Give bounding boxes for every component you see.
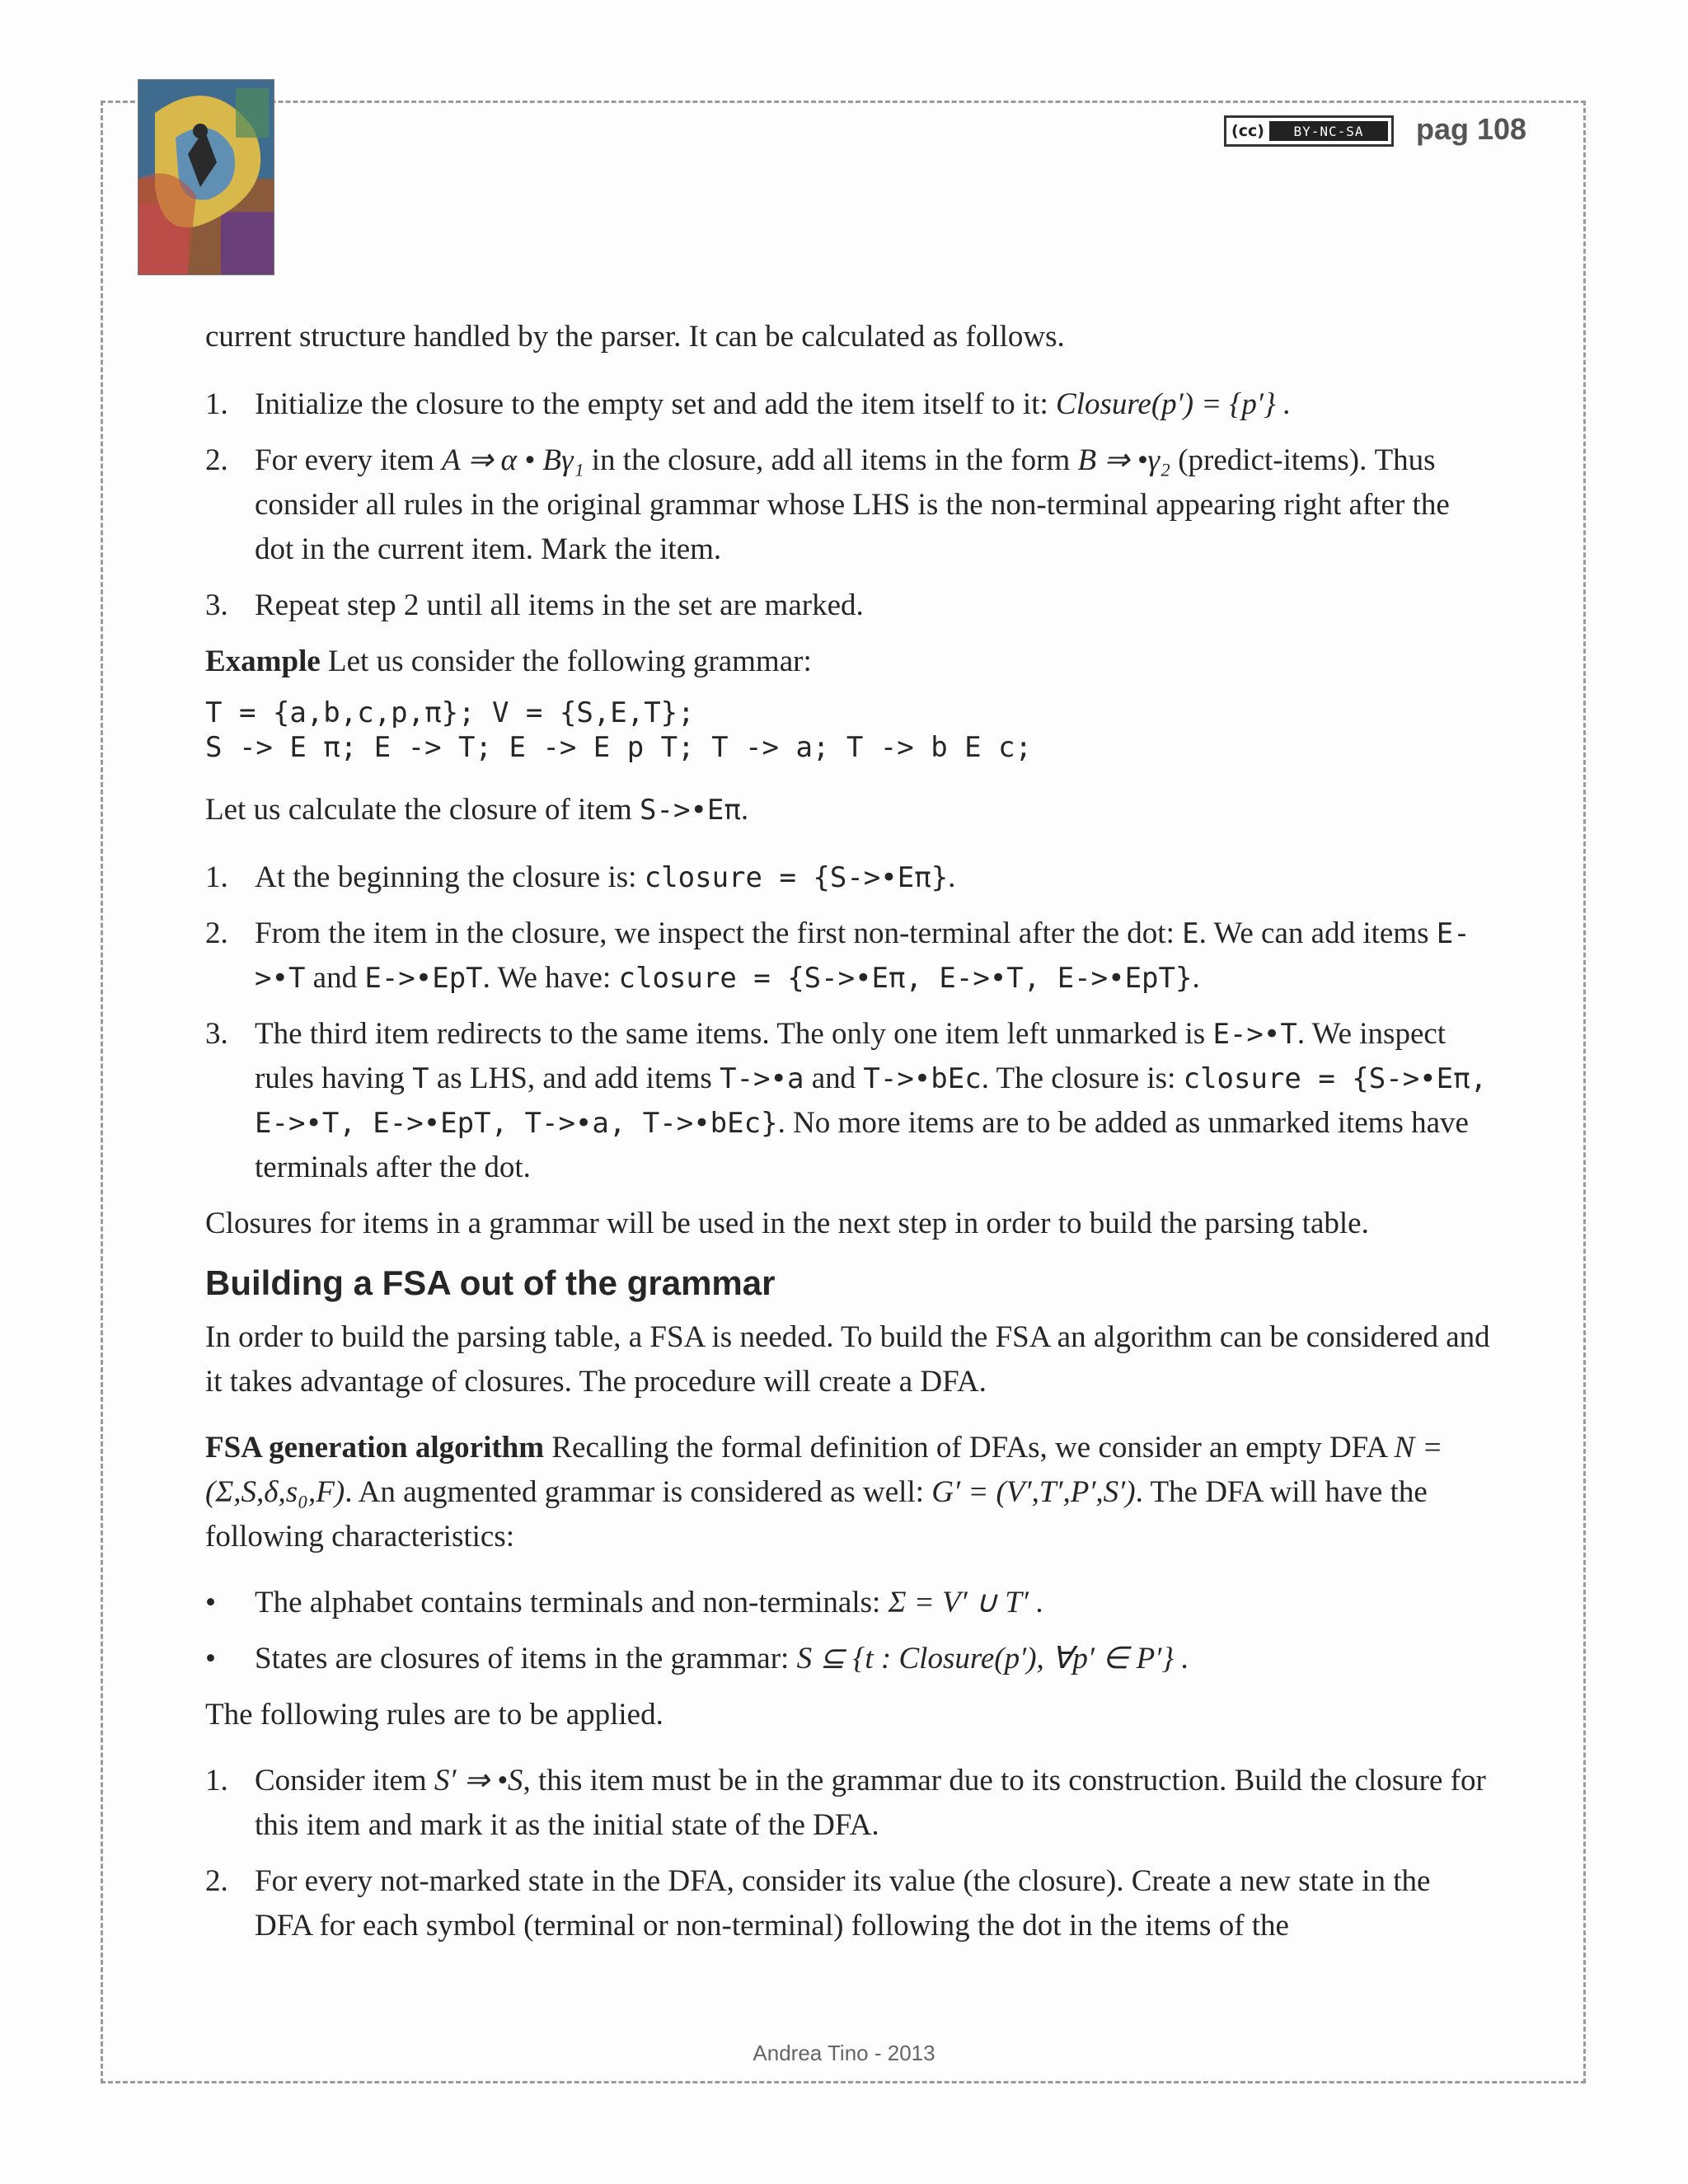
rules-list: [205, 1759, 1491, 1948]
list-item: 1. At the beginning the closure is: closure = {S->•Eπ}.: [205, 860, 956, 894]
list-item: 3. The third item redirects to the same items. The only one item left unmarked is E->•T. We inspect rules having T as LHS, and add items T->•a and T->•bEc. The closure is: closure = {S->•Eπ, E->•T, E->•EpT, T->•a, T->•bEc}. No more items are to be added as unmarked items have terminals after the dot.: [205, 1017, 1488, 1184]
closure-steps-list: [205, 382, 1491, 628]
section-intro: In order to build the parsing table, a FSA is needed. To build the FSA an algorithm can be considered and it takes advantage of closures. The procedure will create a DFA.: [205, 1320, 1490, 1399]
grammar-code-block: [205, 696, 1491, 765]
intro-paragraph: current structure handled by the parser. It can be calculated as follows.: [205, 320, 1065, 354]
example-label: Example: [205, 644, 321, 678]
page-content: [205, 315, 1491, 1948]
rules-intro: The following rules are to be applied.: [205, 1698, 663, 1732]
example-steps-list: [205, 855, 1491, 1190]
list-item: 1. Consider item S′ ⇒ •S, this item must be in the grammar due to its construction. Build the closure for this item and mark it as the initial state of the DFA.: [205, 1764, 1486, 1842]
bullet: •: [205, 1642, 216, 1675]
grammar-line: S -> E π; E -> T; E -> E p T; T -> a; T -> b E c;: [205, 731, 1033, 764]
page-number: pag 108: [1416, 112, 1527, 146]
fsa-label: FSA generation algorithm: [205, 1431, 545, 1465]
cc-icon: (cc): [1231, 122, 1264, 140]
list-item: 1. Initialize the closure to the empty set and add the item itself to it: Closure(p′) = {p′} .: [205, 387, 1292, 421]
closures-note: Closures for items in a grammar will be used in the next step in order to build the parsing table.: [205, 1207, 1369, 1240]
license-label: BY-NC-SA: [1269, 121, 1388, 141]
characteristics-list: [205, 1581, 1491, 1681]
list-item: 2. For every item A ⇒ α • Bγ₁ in the closure, add all items in the form B ⇒ •γ₂ (predict-items). Thus consider all rules in the original grammar whose LHS is the non-terminal appearing right after the dot in the current item. Mark the item.: [205, 443, 1450, 566]
list-item: • States are closures of items in the grammar: S ⊆ {t : Closure(p′), ∀p′ ∈ P′} .: [205, 1637, 1491, 1681]
list-item: • The alphabet contains terminals and non-terminals: Σ = V′ ∪ T′ .: [205, 1581, 1491, 1625]
predict-formula: B ⇒ •γ₂: [1077, 443, 1170, 477]
example-paragraph: Example Let us consider the following grammar:: [205, 644, 812, 678]
closure-formula: Closure(p′) = {p′} .: [1056, 387, 1292, 421]
list-item: 2. From the item in the closure, we inspect the first non-terminal after the dot: E. We can add items E->•T and E->•EpT. We have: closure = {S->•Eπ, E->•T, E->•EpT}.: [205, 916, 1470, 995]
list-item: 2. For every not-marked state in the DFA, consider its value (the closure). Create a new state in the DFA for each symbol (terminal or non-terminal) following the dot in the items of the: [205, 1864, 1431, 1943]
item-formula: A ⇒ α • Bγ₁: [442, 443, 584, 477]
grammar-line: T = {a,b,c,p,π}; V = {S,E,T};: [205, 696, 695, 729]
list-item: 3. Repeat step 2 until all items in the set are marked.: [205, 588, 864, 622]
fsa-paragraph: FSA generation algorithm Recalling the formal definition of DFAs, we consider an empty DFA N = (Σ,S,δ,s₀,F). An augmented grammar is considered as well: G′ = (V′,T′,P′,S′). The DFA will have the following characteristics:: [205, 1431, 1443, 1554]
book-cover-thumbnail: [138, 79, 274, 275]
page-footer: Andrea Tino - 2013: [753, 2041, 935, 2065]
calc-paragraph: Let us calculate the closure of item S->•Eπ.: [205, 793, 749, 827]
section-heading: Building a FSA out of the grammar: [205, 1263, 776, 1302]
bullet: •: [205, 1586, 216, 1619]
cc-license-badge: [1224, 115, 1394, 147]
